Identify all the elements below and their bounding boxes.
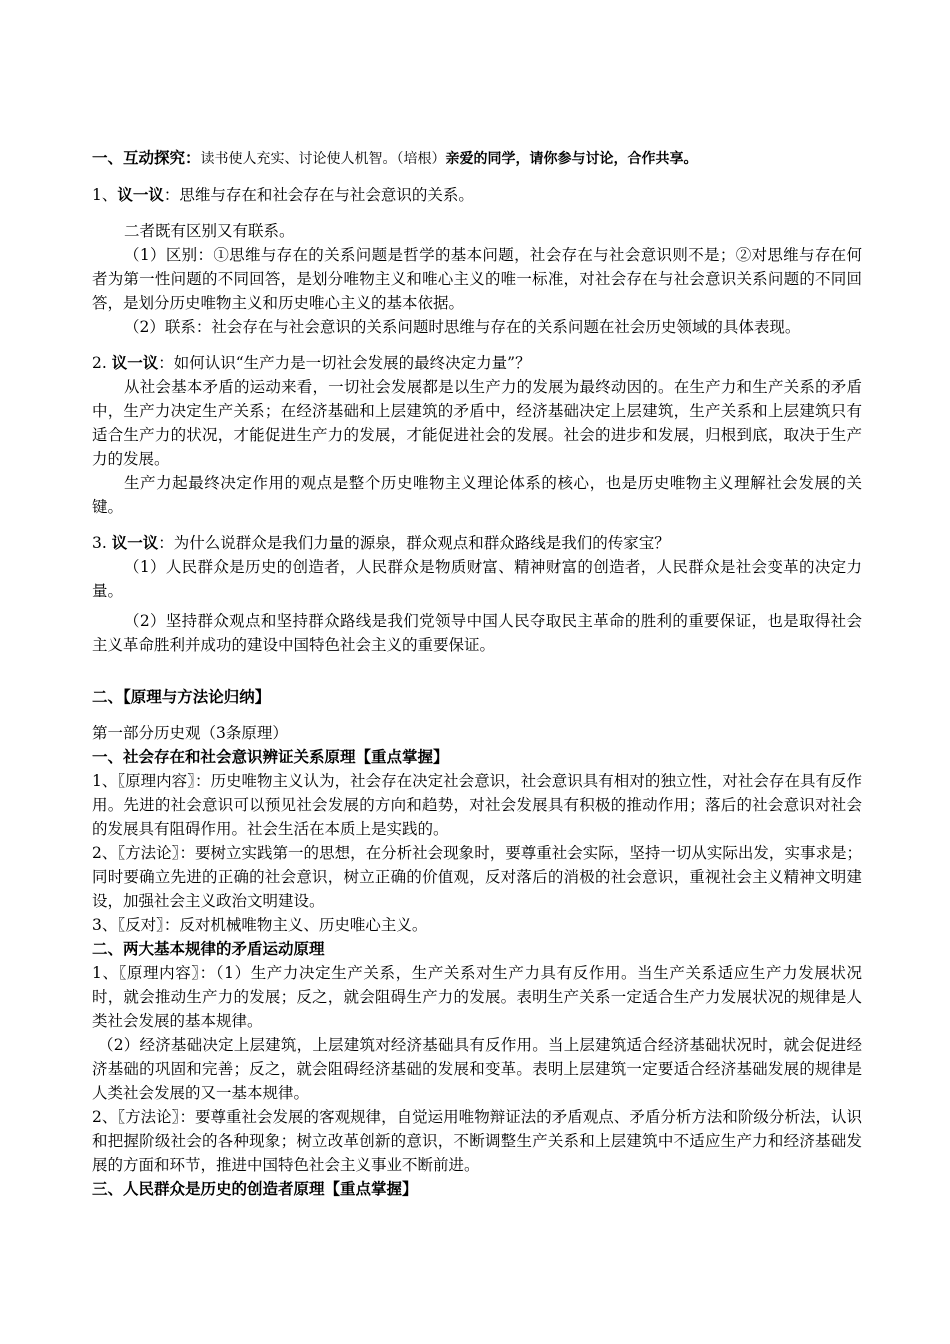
principle1-title: 一、社会存在和社会意识辨证关系原理【重点掌握】 bbox=[92, 747, 449, 766]
q2-label: 议一议 bbox=[111, 353, 159, 372]
q1-paragraph-2: （1）区别：①思维与存在的关系问题是哲学的基本问题，社会存在与社会意识则不是；②对思维与存在何者为第一性问题的不同回答，是划分唯物主义和唯心主义的唯一标准，对社会存在与社会意识关系问题的不同回答，是划分历史唯物主义和历史唯心主义的基本依据。 bbox=[92, 246, 862, 312]
principle1-method: 2、〖方法论〗：要树立实践第一的思想，在分析社会现象时，要尊重社会实际，坚持一切从实际出发，实事求是；同时要确立先进的正确的社会意识，树立正确的价值观，反对落后的消极的社会意识，重视社会主义精神文明建设，加强社会主义政治文明建设。 bbox=[92, 844, 862, 910]
q1-number: 1、 bbox=[92, 186, 118, 204]
q1-question: ：思维与存在和社会存在与社会意识的关系。 bbox=[163, 186, 474, 204]
principle3-title: 三、人民群众是历史的创造者原理【重点掌握】 bbox=[92, 1179, 418, 1198]
document-content bbox=[92, 146, 862, 1201]
q3-heading bbox=[92, 531, 862, 555]
section1-colon: ： bbox=[185, 148, 201, 167]
principle1-content: 1、〖原理内容〗：历史唯物主义认为，社会存在决定社会意识，社会意识具有相对的独立性，对社会存在具有反作用。先进的社会意识可以预见社会发展的方向和趋势，对社会发展具有积极的推动作用；落后的社会意识对社会的发展具有阻碍作用。社会生活在本质上是实践的。 bbox=[92, 772, 862, 838]
section2-part: 第一部分历史观（3条原理） bbox=[92, 724, 288, 742]
principle2-content-2: （2）经济基础决定上层建筑，上层建筑对经济基础具有反作用。当上层建筑适合经济基础状况时，就会促进经济基础的巩固和完善；反之，就会阻碍经济基础的发展和变革。表明上层建筑一定要适合经济基础发展的规律是人类社会发展的又一基本规律。 bbox=[92, 1036, 862, 1102]
principle2-method: 2、〖方法论〗：要尊重社会发展的客观规律，自觉运用唯物辩证法的矛盾观点、矛盾分析方法和阶级分析法，认识和把握阶级社会的各种现象；树立改革创新的意识，不断调整生产关系和上层建筑中不适应生产力和经济基础发展的方面和环节，推进中国特色社会主义事业不断前进。 bbox=[92, 1108, 862, 1174]
q2-number: 2. bbox=[92, 354, 112, 372]
q1-label: 议一议 bbox=[117, 185, 164, 204]
section1-invitation: 亲爱的同学，请你参与讨论，合作共享。 bbox=[445, 151, 698, 167]
principle1-oppose: 3、〖反对〗：反对机械唯物主义、历史唯心主义。 bbox=[92, 916, 428, 934]
section1-heading bbox=[92, 146, 862, 171]
principle2-content-1: 1、〖原理内容〗：（1）生产力决定生产关系，生产关系对生产力具有反作用。当生产关系适应生产力发展状况时，就会推动生产力的发展；反之，就会阻碍生产力的发展。表明生产关系一定适合生产力发展状况的规律是人类社会发展的基本规律。 bbox=[92, 964, 862, 1030]
q1-heading bbox=[92, 183, 862, 207]
q2-paragraph-1: 从社会基本矛盾的运动来看，一切社会发展都是以生产力的发展为最终动因的。在生产力和生产关系的矛盾中，生产力决定生产关系；在经济基础和上层建筑的矛盾中，经济基础决定上层建筑，生产关系和上层建筑只有适合生产力的状况，才能促进生产力的发展，才能促进社会的发展。社会的进步和发展，归根到底，取决于生产力的发展。 bbox=[92, 378, 862, 468]
q3-paragraph-1: （1）人民群众是历史的创造者，人民群众是物质财富、精神财富的创造者，人民群众是社会变革的决定力量。 bbox=[92, 558, 862, 600]
q1-paragraph-1: 二者既有区别又有联系。 bbox=[124, 222, 295, 240]
q3-paragraph-2: （2）坚持群众观点和坚持群众路线是我们党领导中国人民夺取民主革命的胜利的重要保证，也是取得社会主义革命胜利并成功的建设中国特色社会主义的重要保证。 bbox=[92, 612, 862, 654]
q1-paragraph-3: （2）联系：社会存在与社会意识的关系问题时思维与存在的关系问题在社会历史领域的具体表现。 bbox=[124, 318, 801, 336]
section1-number: 一、 bbox=[92, 148, 124, 167]
q2-paragraph-2: 生产力起最终决定作用的观点是整个历史唯物主义理论体系的核心，也是历史唯物主义理解社会发展的关键。 bbox=[92, 474, 862, 516]
q3-label: 议一议 bbox=[111, 533, 159, 552]
q3-question: ：为什么说群众是我们力量的源泉，群众观点和群众路线是我们的传家宝？ bbox=[158, 534, 670, 552]
section1-title: 互动探究 bbox=[123, 148, 186, 167]
principle2-title: 二、两大基本规律的矛盾运动原理 bbox=[92, 939, 325, 958]
section1-quote: 读书使人充实、讨论使人机智。（培根） bbox=[200, 151, 446, 167]
section2-heading: 二、【原理与方法论归纳】 bbox=[92, 687, 271, 706]
q3-number: 3. bbox=[92, 534, 112, 552]
q2-heading bbox=[92, 351, 862, 375]
q2-question: ：如何认识“生产力是一切社会发展的最终决定力量”？ bbox=[158, 354, 531, 372]
